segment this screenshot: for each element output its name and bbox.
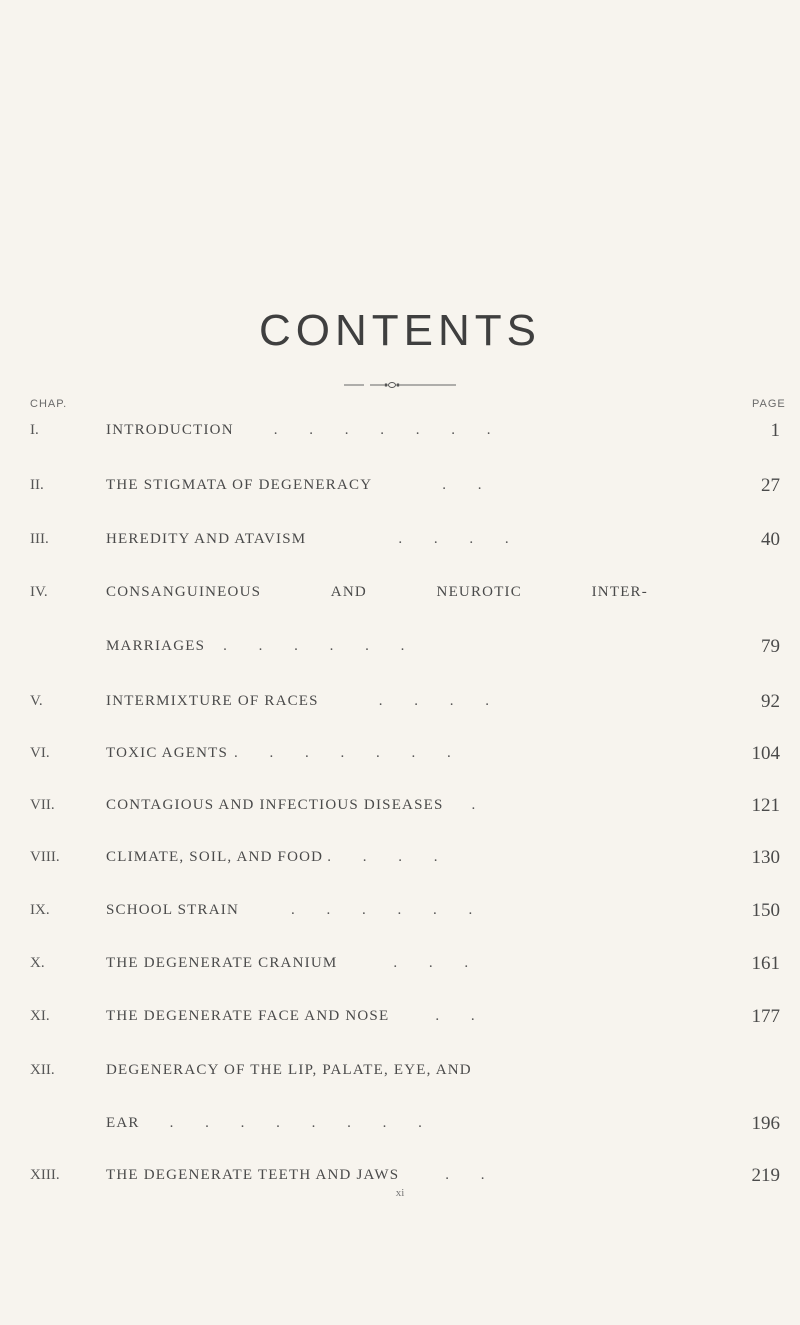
- page-title: CONTENTS: [259, 306, 541, 355]
- page-number: 1: [770, 420, 780, 441]
- chapter-number: XIII.: [30, 1167, 60, 1183]
- chapter-number: I.: [30, 422, 39, 438]
- page-number: 121: [751, 795, 780, 816]
- chapter-number: IV.: [30, 584, 48, 600]
- toc-entry: [0, 584, 800, 612]
- chapter-number: III.: [30, 531, 49, 547]
- toc-entry: [0, 955, 800, 983]
- chapter-title: INTERMIXTURE OF RACES . . . .: [106, 693, 503, 709]
- chapter-number: V.: [30, 693, 43, 709]
- dot-leaders: . . . . . .: [223, 638, 419, 654]
- toc-entry: [0, 745, 800, 773]
- chapter-title: SCHOOL STRAIN . . . . . .: [106, 902, 487, 918]
- chapter-column-header: CHAP.: [30, 398, 68, 410]
- page-number: 196: [751, 1113, 780, 1134]
- dot-leaders: . . . . . . . .: [169, 1115, 436, 1131]
- folio: xi: [395, 1187, 405, 1199]
- toc-entry-continuation: [0, 1115, 800, 1143]
- page-number: 40: [761, 529, 780, 550]
- toc-entry-continuation: [0, 638, 800, 666]
- chapter-title: THE DEGENERATE FACE AND NOSE . .: [106, 1008, 489, 1024]
- page-number: 92: [761, 691, 780, 712]
- toc-entry: [0, 849, 800, 877]
- page-number: 130: [751, 847, 780, 868]
- dot-leaders: . . . .: [378, 693, 503, 709]
- page-number: 79: [761, 636, 780, 657]
- chapter-title: INTRODUCTION . . . . . . .: [106, 422, 505, 438]
- dot-leaders: . .: [435, 1008, 489, 1024]
- chapter-title: TOXIC AGENTS . . . . . . .: [106, 745, 465, 761]
- dot-leaders: . . . . . . .: [273, 422, 505, 438]
- toc-entry: [0, 422, 800, 450]
- dot-leaders: . . . . . .: [290, 902, 487, 918]
- page-number: 104: [751, 743, 780, 764]
- chapter-title: THE STIGMATA OF DEGENERACY . .: [106, 477, 496, 493]
- chapter-number: VI.: [30, 745, 50, 761]
- toc-entry: [0, 1062, 800, 1090]
- chapter-title: CONTAGIOUS AND INFECTIOUS DISEASES .: [106, 797, 490, 813]
- chapter-title: DEGENERACY OF THE LIP, PALATE, EYE, AND: [106, 1062, 472, 1078]
- toc-entry: [0, 797, 800, 825]
- page-number: 27: [761, 475, 780, 496]
- chapter-title: THE DEGENERATE TEETH AND JAWS . .: [106, 1167, 499, 1183]
- chapter-number: IX.: [30, 902, 50, 918]
- chapter-title: CONSANGUINEOUS AND NEUROTIC INTER-: [106, 584, 648, 600]
- chapter-number: VII.: [30, 797, 55, 813]
- toc-entry: [0, 693, 800, 721]
- chapter-title-continuation: MARRIAGES . . . . . .: [106, 638, 419, 654]
- dot-leaders: .: [471, 797, 490, 813]
- chapter-number: VIII.: [30, 849, 60, 865]
- chapter-number: X.: [30, 955, 45, 971]
- chapter-number: XI.: [30, 1008, 50, 1024]
- page-number: 161: [751, 953, 780, 974]
- page-number: 219: [751, 1165, 780, 1186]
- dot-leaders: . . . . . . .: [234, 745, 465, 761]
- dot-leaders: . . .: [393, 955, 483, 971]
- dot-leaders: . .: [445, 1167, 499, 1183]
- chapter-title-continuation: EAR . . . . . . . .: [106, 1115, 436, 1131]
- page-number: 177: [751, 1006, 780, 1027]
- chapter-number: XII.: [30, 1062, 55, 1078]
- dot-leaders: . .: [442, 477, 496, 493]
- toc-entry: [0, 477, 800, 505]
- toc-entry: [0, 531, 800, 559]
- chapter-title: HEREDITY AND ATAVISM . . . .: [106, 531, 523, 547]
- ornament-divider: [344, 380, 456, 390]
- page-column-header: PAGE: [752, 398, 786, 410]
- dot-leaders: . . . .: [327, 849, 452, 865]
- dot-leaders: . . . .: [398, 531, 523, 547]
- chapter-number: II.: [30, 477, 44, 493]
- chapter-title: THE DEGENERATE CRANIUM . . .: [106, 955, 483, 971]
- toc-entry: [0, 902, 800, 930]
- toc-entry: [0, 1008, 800, 1036]
- chapter-title: CLIMATE, SOIL, AND FOOD . . . .: [106, 849, 452, 865]
- page-number: 150: [751, 900, 780, 921]
